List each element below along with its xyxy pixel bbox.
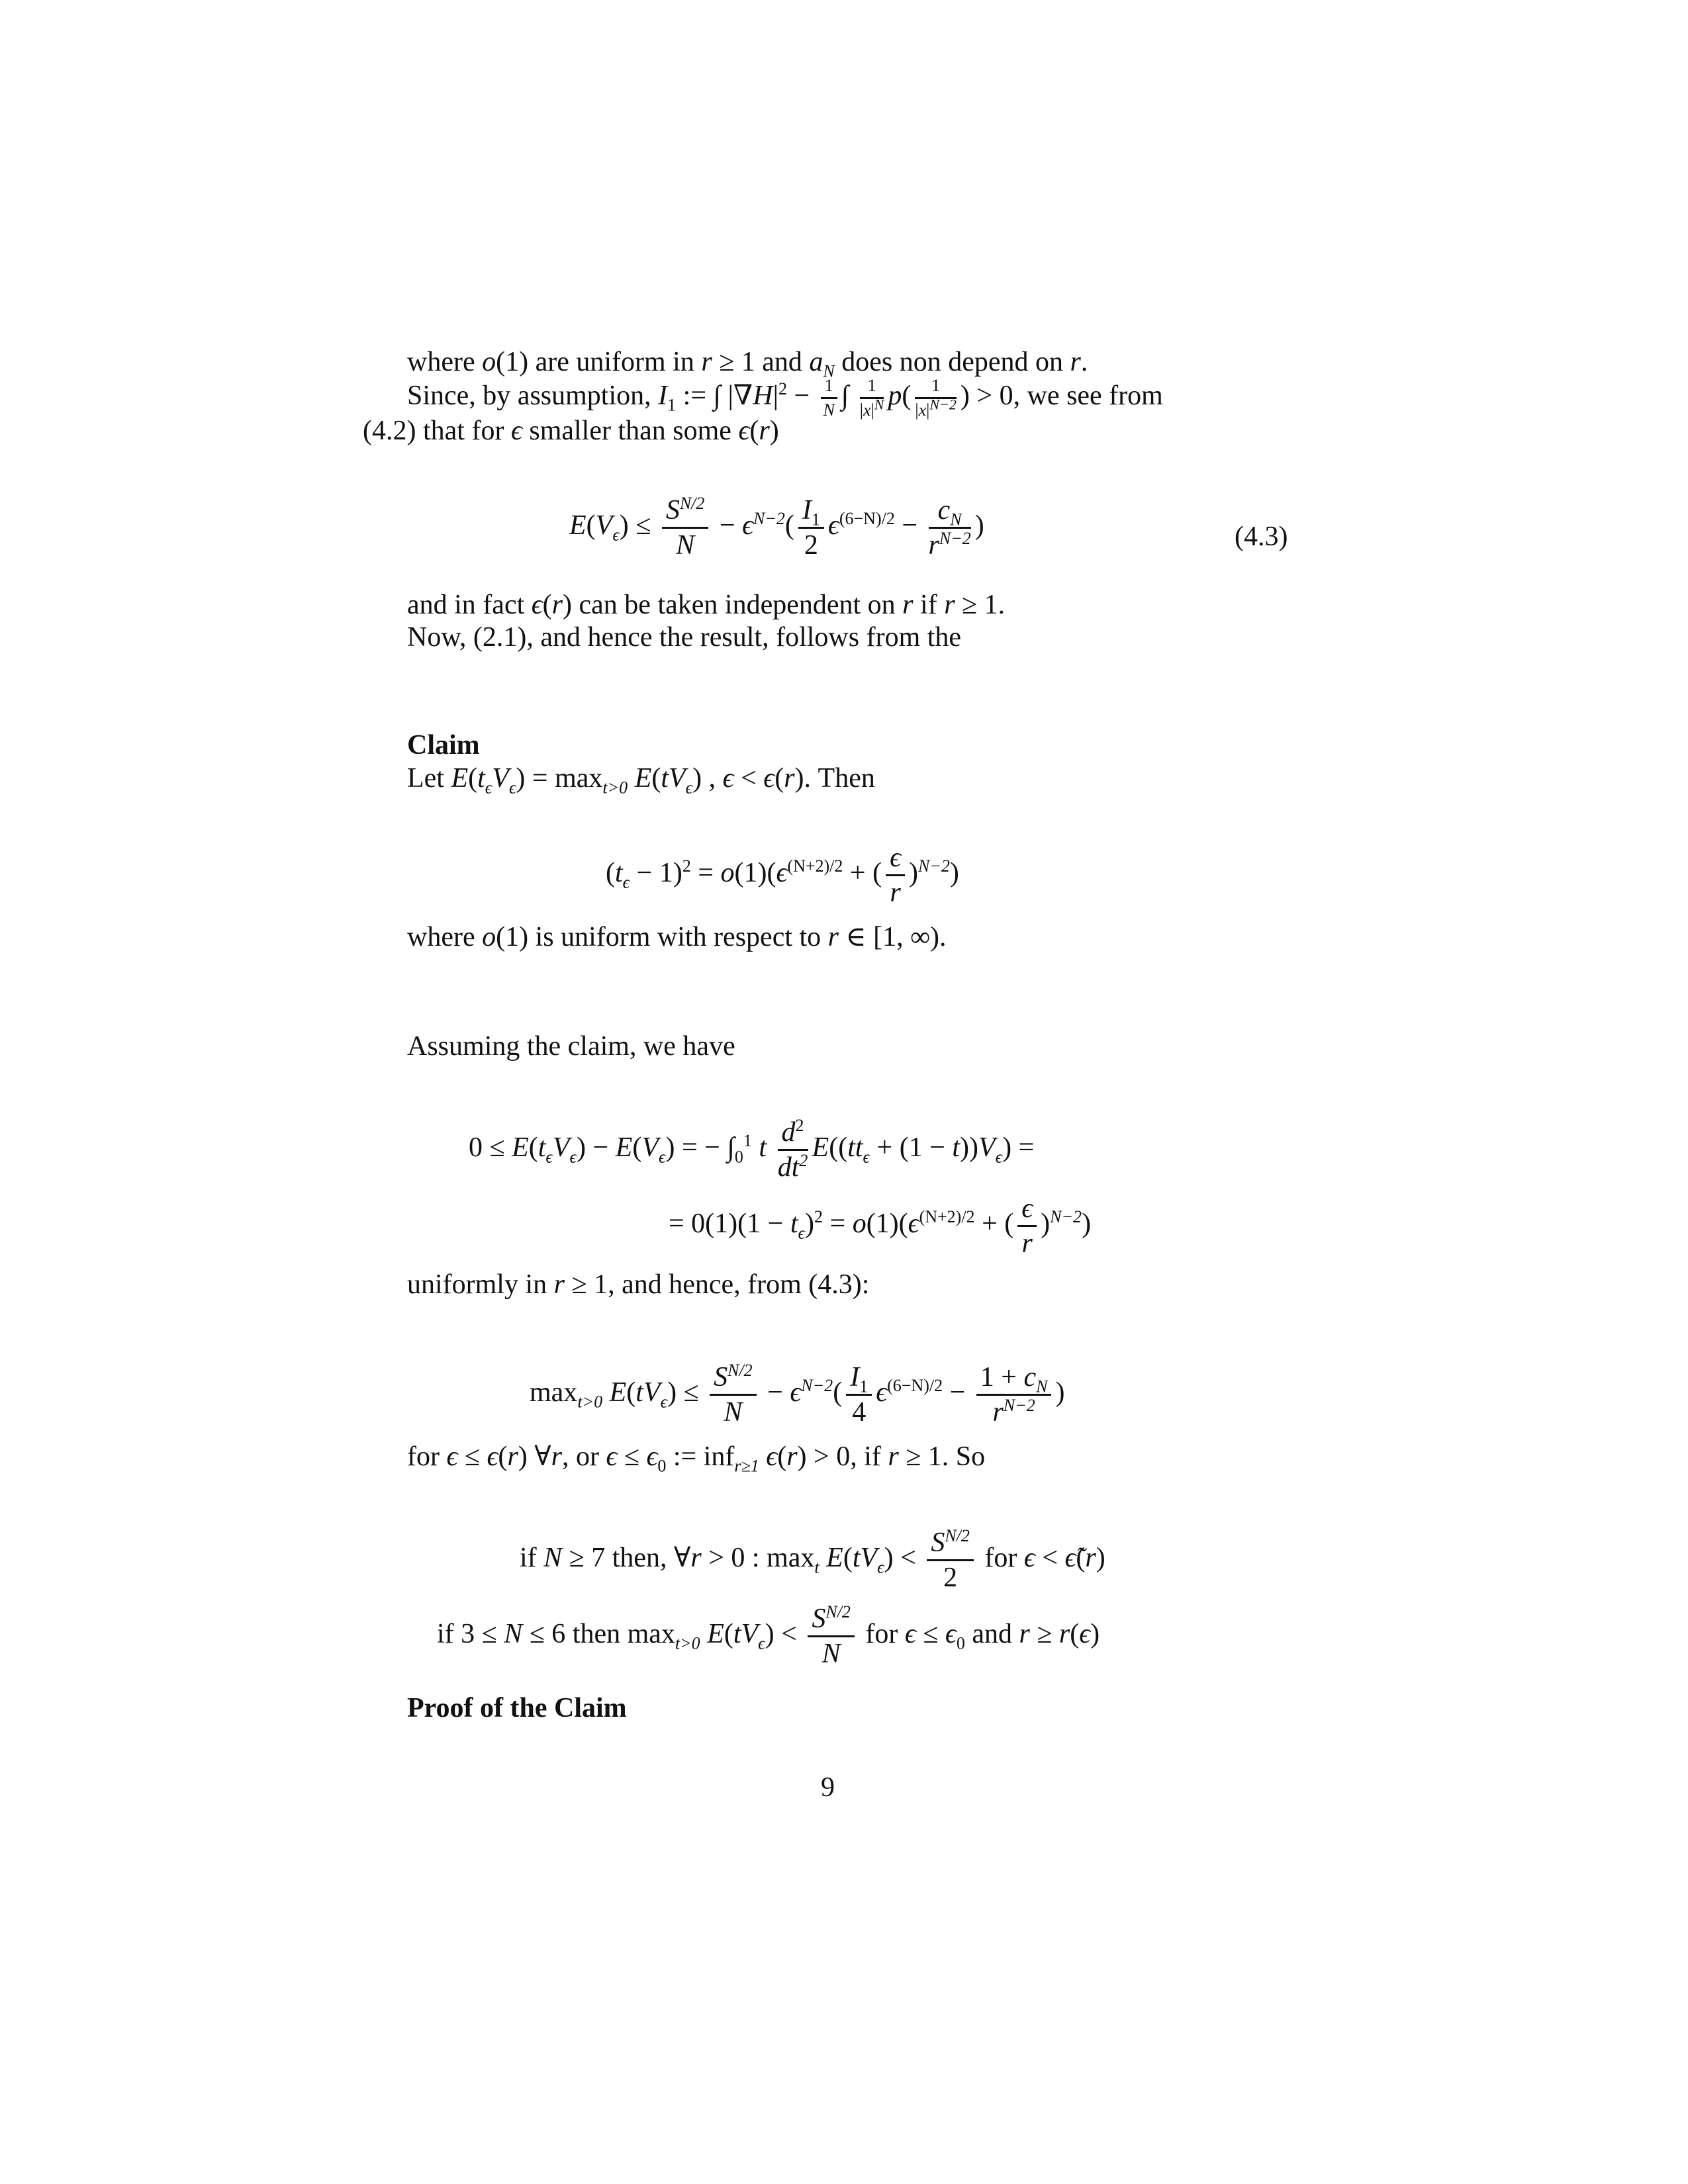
text-line: Let $E(t_\epsilon V_\epsilon) = \max_{t>0} E(tV_\epsilon)$ , ϵ < ϵ(r). Then <box>407 763 875 797</box>
case-line: if 3 ≤ N ≤ 6 then $\max_{t>0} E(tV_\epsilon)$ < $\frac{S^{N/2}}{N}$ for $\epsilon \le \epsilon_0$ and r ≥ r(ϵ) <box>437 1602 1100 1669</box>
case-line: if N ≥ 7 then, ∀r > 0 : $\max_t E(tV_\epsilon)$ < $\frac{S^{N/2}}{2}$ for ϵ < ϵ̃(r) <box>520 1526 1105 1593</box>
text-line: and in fact ϵ(r) can be taken independent on r if r ≥ 1. <box>407 590 1006 620</box>
text-line: for ϵ ≤ ϵ(r) ∀r, or $\epsilon \le \epsilon_0$ := inf$_{r\ge 1}$ ϵ(r) > 0, if r ≥ 1. So <box>407 1441 986 1476</box>
claim-heading: Claim <box>407 730 480 760</box>
equation-4-3: $E(V_\epsilon)$ ≤ $\frac{S^{N/2}}{N}$ − $\epsilon^{N-2}$( $\frac{I_1}{2}$ $\epsilon^{(6-N)/2}$ − $\frac{c_N}{r^{N-2}}$ ) <box>569 494 984 561</box>
equation-line: $0 \le E(t_\epsilon V_\epsilon) - E(V_\epsilon)$ = − $\int_0^1$ t $\frac{d^2}{dt^2}$ $E((tt_\epsilon + (1 - t))V_\epsilon)$ = <box>469 1116 1035 1183</box>
text-line: where o(1) is uniform with respect to r ∈ [1, ∞). <box>407 922 947 952</box>
proof-heading: Proof of the Claim <box>407 1693 627 1723</box>
equation-number: (4.3) <box>1235 522 1288 552</box>
text-line: (4.2) that for ϵ smaller than some ϵ(r) <box>363 416 779 446</box>
equation-line: = $0(1)(1 - t_\epsilon)^2 = o(1)(\epsilon^{(N+2)/2}$ + ( $\frac{\epsilon}{r}$ )$^{N-2}$) <box>669 1193 1092 1259</box>
claim-equation: $(t_\epsilon - 1)^2 = o(1)(\epsilon^{(N+2)/2}$ + ( $\frac{\epsilon}{r}$ )$^{N-2}$) <box>606 842 959 908</box>
text-line: Assuming the claim, we have <box>407 1031 735 1062</box>
equation-line: $\max_{t>0} E(tV_\epsilon)$ ≤ $\frac{S^{N/2}}{N}$ − $\epsilon^{N-2}$( $\frac{I_1}{4}$ $\epsilon^{(6-N)/2}$ − $\frac{1 + c_N}{r^{N-2}}$ ) <box>530 1361 1065 1428</box>
text-line: Since, by assumption, $I_1$ := ∫ $|\nabla H|^2$ − $\frac{1}{N}$ ∫ $\frac{1}{|x|^N}$ p( $\frac{1}{|x|^{N-2}}$ ) > 0, we see from <box>407 376 1163 420</box>
text-line: where o(1) are uniform in r ≥ 1 and $a_N$ does non depend on r. <box>407 347 1088 381</box>
text-line: uniformly in r ≥ 1, and hence, from (4.3): <box>407 1269 870 1300</box>
text-line: Now, (2.1), and hence the result, follows from the <box>407 622 962 653</box>
page-number: 9 <box>821 1772 835 1803</box>
